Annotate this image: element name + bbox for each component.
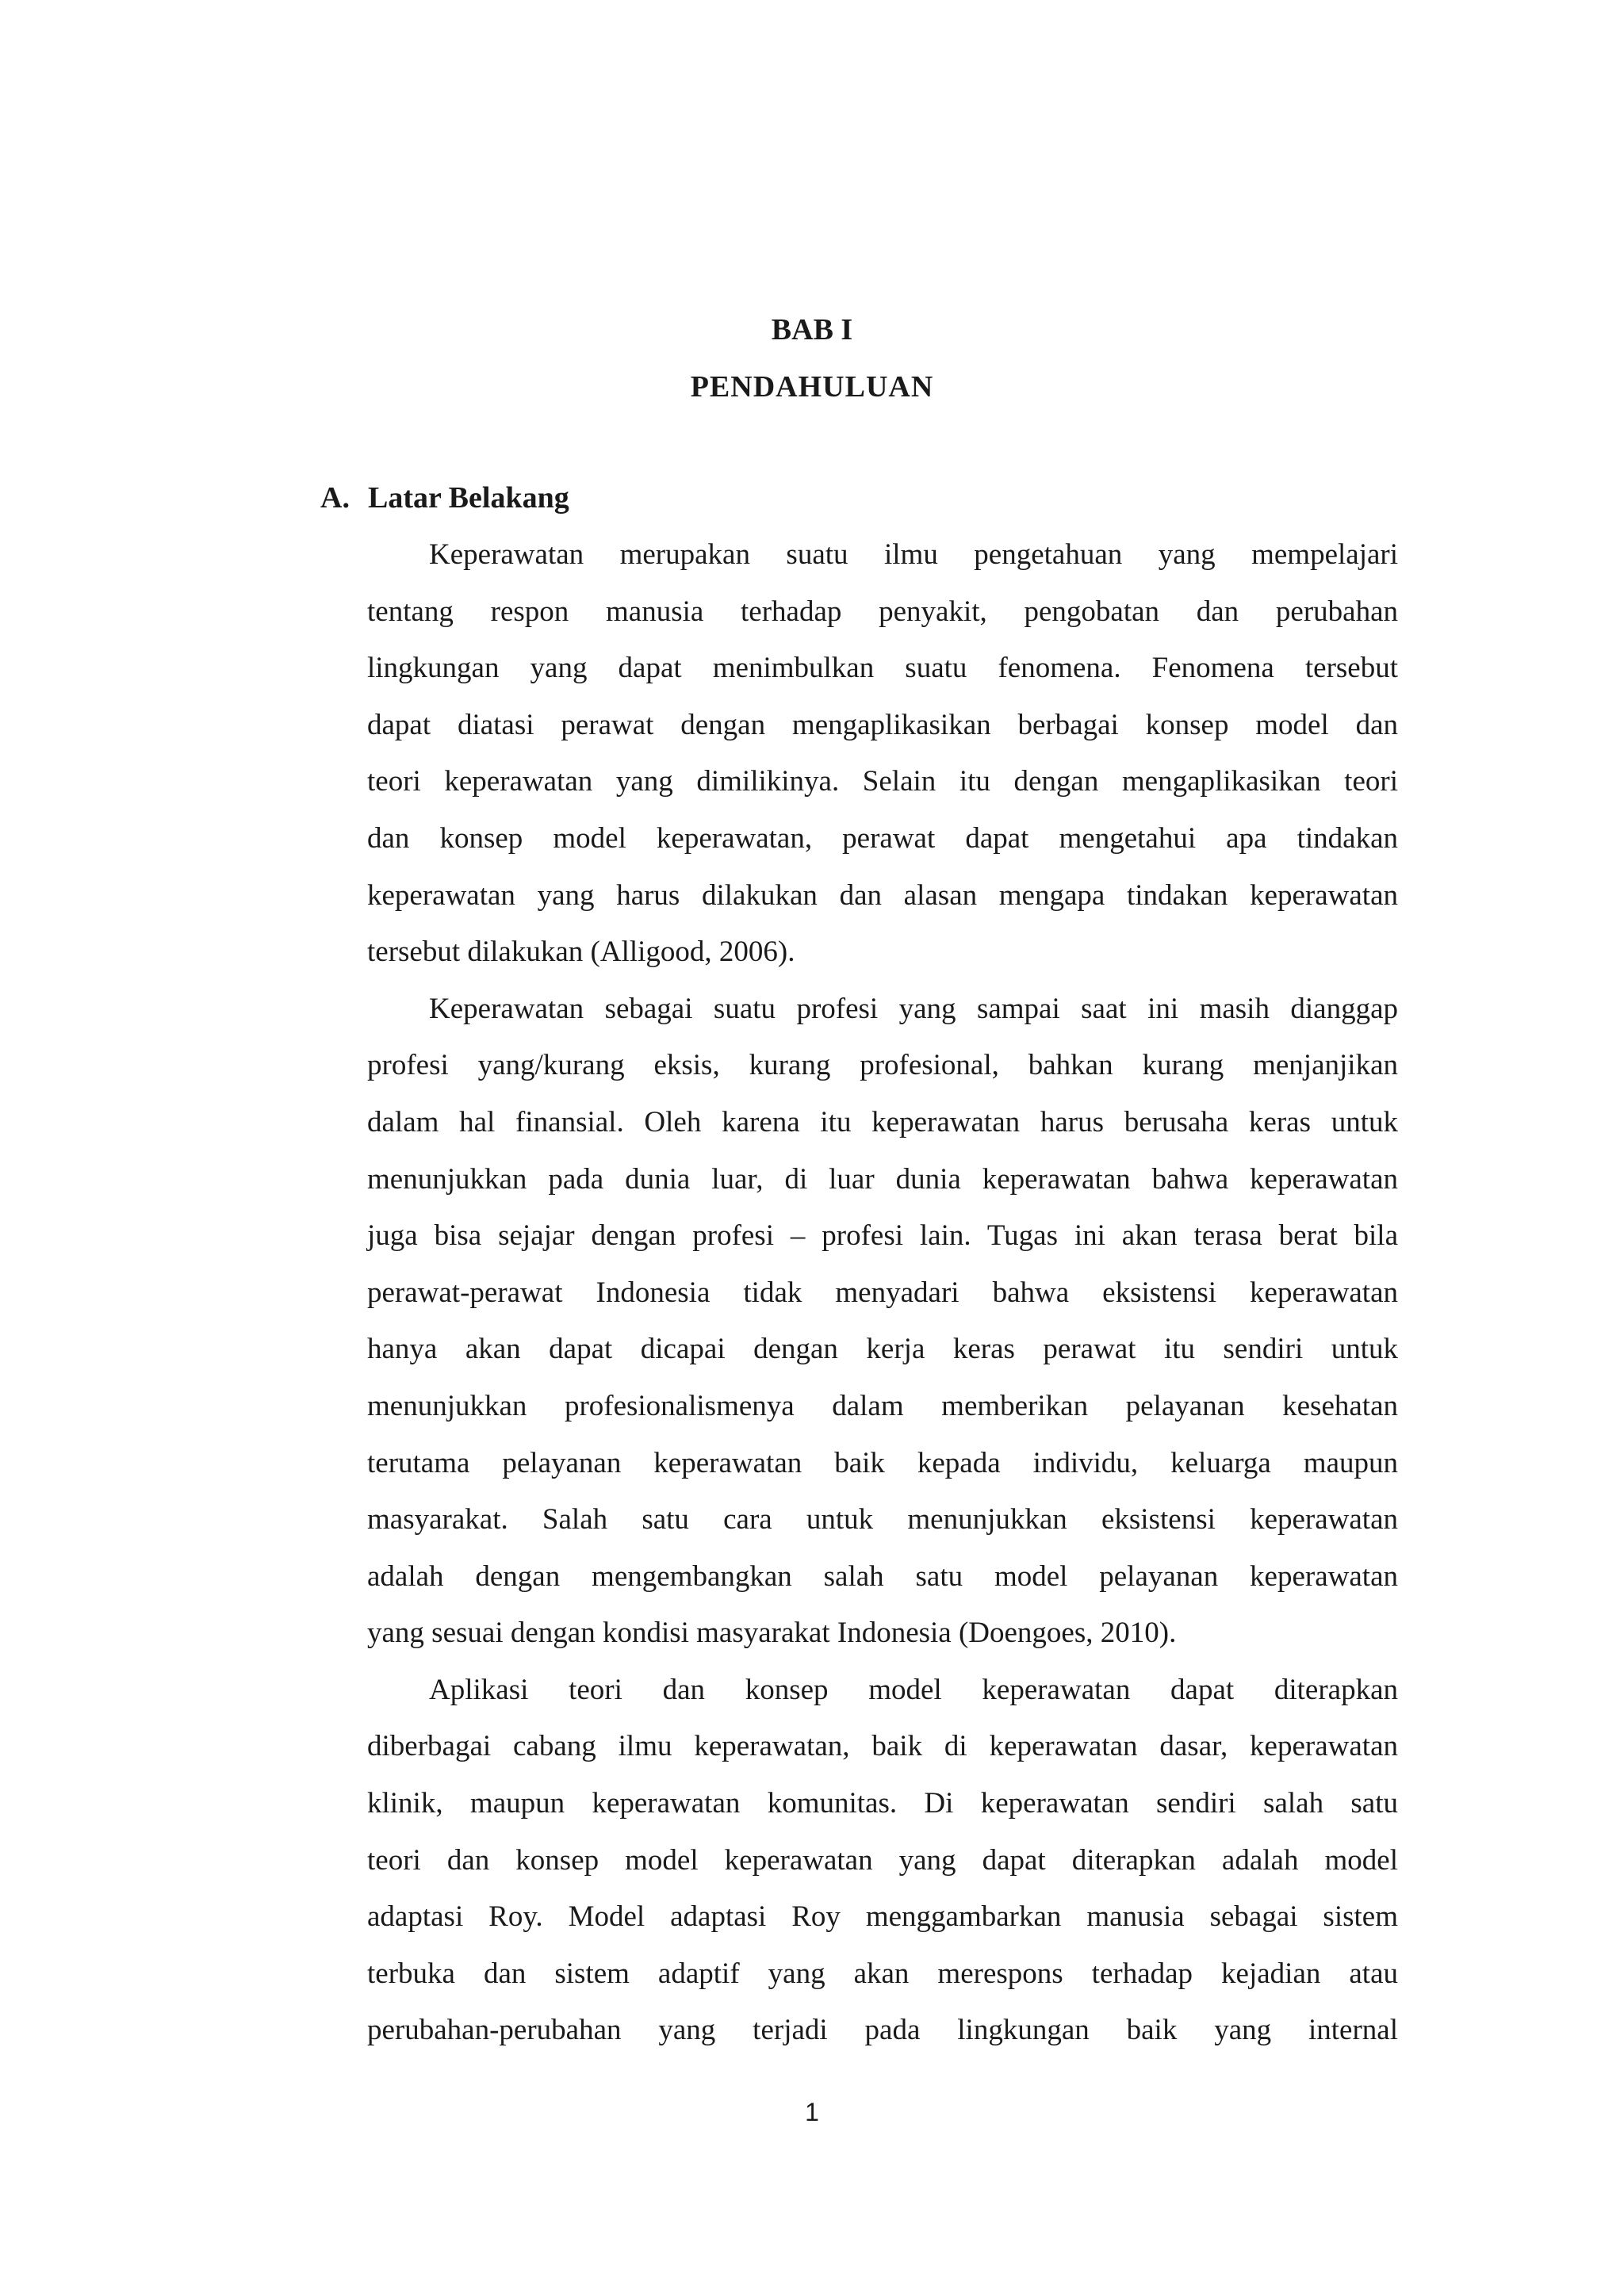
paragraph-2-line: hanya akan dapat dicapai dengan kerja keras perawat itu sendiri untuk — [367, 1333, 1398, 1366]
paragraph-1-line: teori keperawatan yang dimilikinya. Selain itu dengan mengaplikasikan teori — [367, 765, 1398, 798]
paragraph-2-line: terutama pelayanan keperawatan baik kepada individu, keluarga maupun — [367, 1446, 1398, 1479]
page-number: 1 — [805, 2098, 819, 2126]
paragraph-2-line: adalah dengan mengembangkan salah satu model pelayanan keperawatan — [367, 1559, 1398, 1593]
paragraph-3-line: klinik, maupun keperawatan komunitas. Di keperawatan sendiri salah satu — [367, 1787, 1398, 1820]
paragraph-2-line: masyarakat. Salah satu cara untuk menunjukkan eksistensi keperawatan — [367, 1503, 1398, 1536]
paragraph-1-line: tersebut dilakukan (Alligood, 2006). — [367, 936, 795, 969]
paragraph-1-line: dan konsep model keperawatan, perawat dapat mengetahui apa tindakan — [367, 821, 1398, 855]
chapter-number: BAB I — [771, 313, 853, 346]
paragraph-2-line: profesi yang/kurang eksis, kurang profesional, bahkan kurang menjanjikan — [367, 1049, 1398, 1082]
section-title: Latar Belakang — [368, 481, 569, 515]
chapter-title: PENDAHULUAN — [690, 370, 934, 404]
paragraph-2-line: yang sesuai dengan kondisi masyarakat Indonesia (Doengoes, 2010). — [367, 1617, 1177, 1650]
paragraph-3-line: adaptasi Roy. Model adaptasi Roy menggambarkan manusia sebagai sistem — [367, 1900, 1398, 1934]
section-letter: A. — [320, 481, 350, 515]
paragraph-2-line: menunjukkan profesionalismenya dalam memberikan pelayanan kesehatan — [367, 1389, 1398, 1422]
paragraph-1-line: keperawatan yang harus dilakukan dan alasan mengapa tindakan keperawatan — [367, 878, 1398, 912]
paragraph-2-line: dalam hal finansial. Oleh karena itu keperawatan harus berusaha keras untuk — [367, 1105, 1398, 1138]
paragraph-1-line: Keperawatan merupakan suatu ilmu pengetahuan yang mempelajari — [429, 538, 1398, 571]
paragraph-1-line: lingkungan yang dapat menimbulkan suatu fenomena. Fenomena tersebut — [367, 652, 1398, 685]
paragraph-3-line: terbuka dan sistem adaptif yang akan merespons terhadap kejadian atau — [367, 1957, 1398, 1990]
paragraph-3-line: perubahan-perubahan yang terjadi pada lingkungan baik yang internal — [367, 2014, 1398, 2047]
paragraph-3-line: Aplikasi teori dan konsep model keperawatan dapat diterapkan — [429, 1673, 1398, 1706]
paragraph-3-line: diberbagai cabang ilmu keperawatan, baik di keperawatan dasar, keperawatan — [367, 1730, 1398, 1763]
paragraph-2-line: perawat-perawat Indonesia tidak menyadari bahwa eksistensi keperawatan — [367, 1276, 1398, 1309]
paragraph-1-line: tentang respon manusia terhadap penyakit, pengobatan dan perubahan — [367, 595, 1398, 628]
paragraph-2-line: Keperawatan sebagai suatu profesi yang sampai saat ini masih dianggap — [429, 992, 1398, 1025]
paragraph-3-line: teori dan konsep model keperawatan yang dapat diterapkan adalah model — [367, 1843, 1398, 1877]
paragraph-2-line: juga bisa sejajar dengan profesi – profesi lain. Tugas ini akan terasa berat bila — [367, 1219, 1398, 1253]
paragraph-1-line: dapat diatasi perawat dengan mengaplikasikan berbagai konsep model dan — [367, 708, 1398, 741]
body-text — [367, 536, 1398, 2068]
paragraph-2-line: menunjukkan pada dunia luar, di luar dunia keperawatan bahwa keperawatan — [367, 1162, 1398, 1196]
section-heading — [320, 479, 569, 517]
